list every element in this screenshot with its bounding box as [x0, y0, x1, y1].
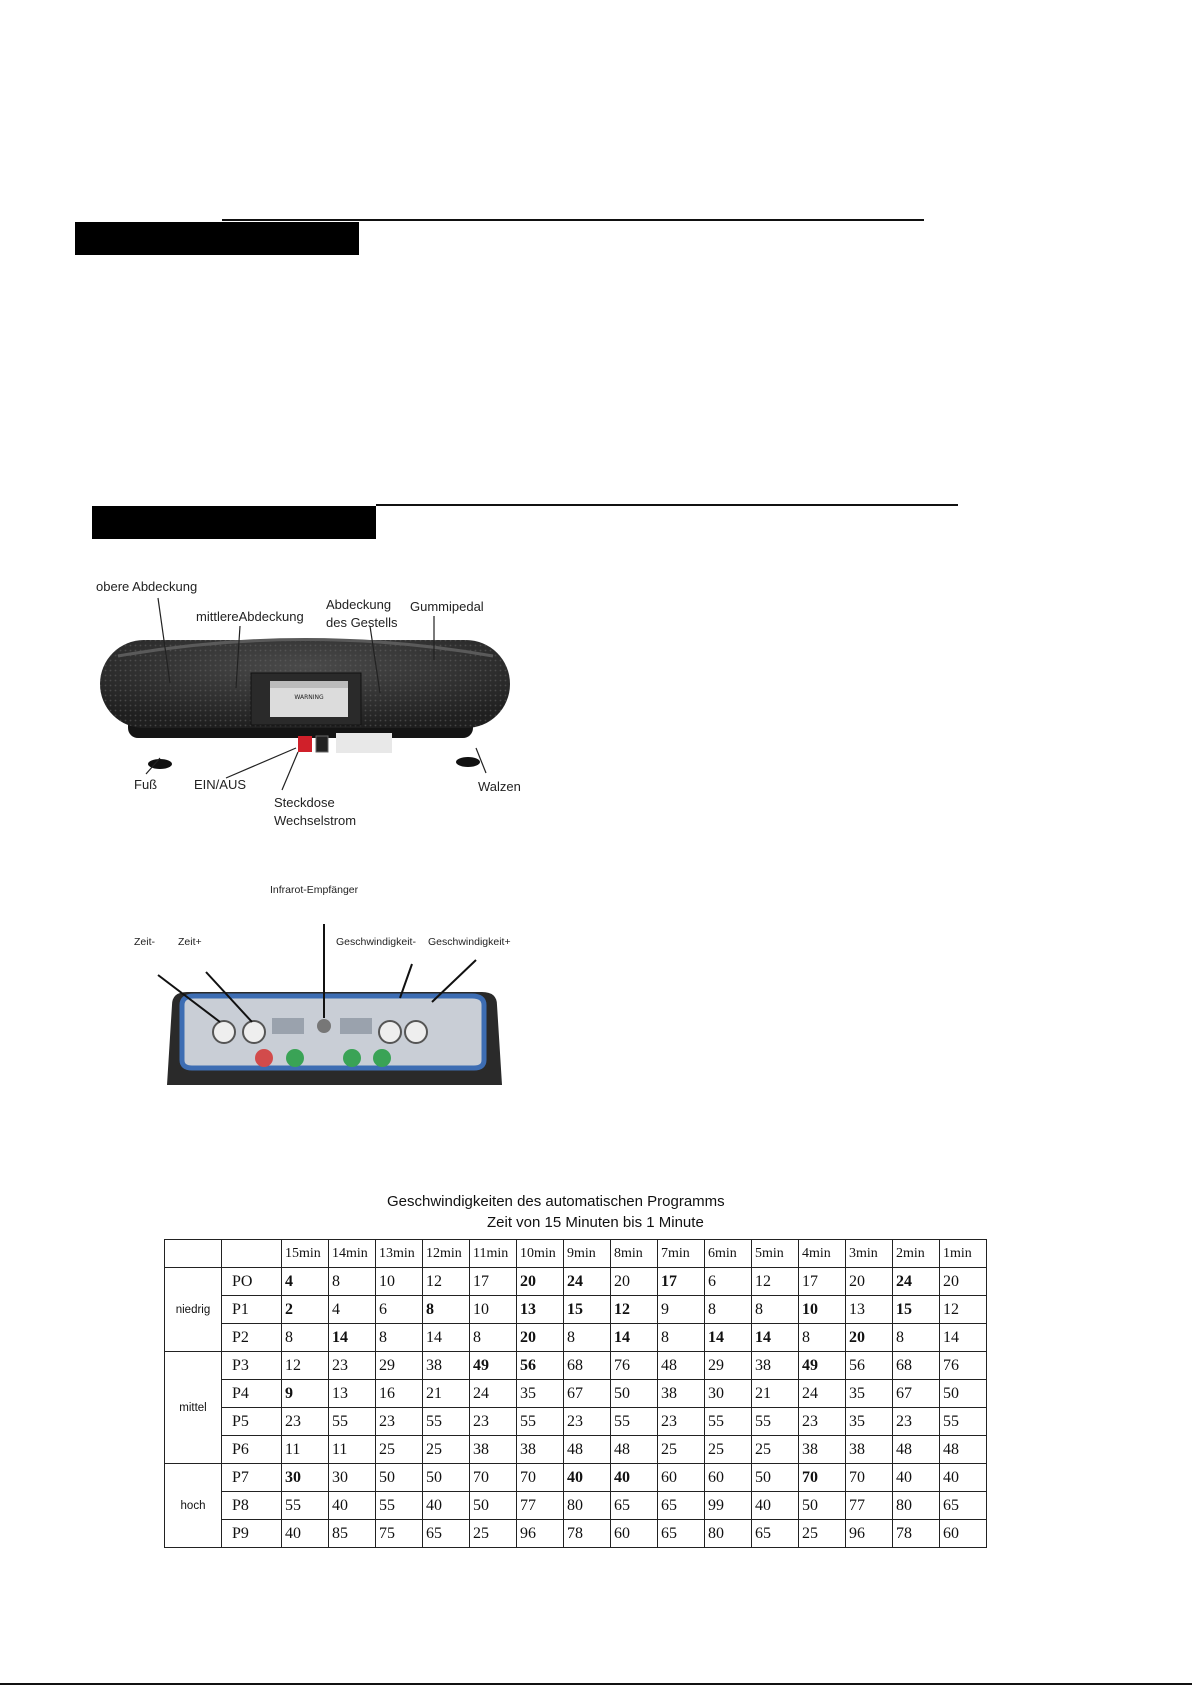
speed-value-cell: 13: [517, 1296, 564, 1324]
speed-value-cell: 40: [940, 1464, 987, 1492]
speed-value-cell: 14: [423, 1324, 470, 1352]
speed-value-cell: 17: [470, 1268, 517, 1296]
label-foot: Fuß: [134, 777, 158, 792]
speed-value-cell: 50: [470, 1492, 517, 1520]
table-row: [165, 1520, 987, 1548]
program-cell: P6: [222, 1436, 282, 1464]
speed-value-cell: 78: [893, 1520, 940, 1548]
speed-value-cell: 20: [846, 1324, 893, 1352]
speed-value-cell: 8: [658, 1324, 705, 1352]
speed-value-cell: 14: [705, 1324, 752, 1352]
speed-value-cell: 76: [611, 1352, 658, 1380]
section-rule-1: [222, 219, 924, 221]
speed-value-cell: 40: [329, 1492, 376, 1520]
speed-value-cell: 40: [423, 1492, 470, 1520]
speed-value-cell: 60: [658, 1464, 705, 1492]
speed-value-cell: 50: [940, 1380, 987, 1408]
speed-value-cell: 8: [423, 1296, 470, 1324]
speed-value-cell: 14: [329, 1324, 376, 1352]
speed-value-cell: 55: [752, 1408, 799, 1436]
speed-value-cell: 68: [564, 1352, 611, 1380]
speed-value-cell: 48: [564, 1436, 611, 1464]
speed-value-cell: 6: [376, 1296, 423, 1324]
speed-value-cell: 70: [517, 1464, 564, 1492]
speed-value-cell: 78: [564, 1520, 611, 1548]
speed-value-cell: 65: [611, 1492, 658, 1520]
speed-value-cell: 55: [376, 1492, 423, 1520]
speed-value-cell: 65: [752, 1520, 799, 1548]
intensity-level-cell: hoch: [165, 1464, 222, 1548]
label-middle-cover: mittlereAbdeckung: [196, 609, 304, 624]
speed-value-cell: 9: [282, 1380, 329, 1408]
table-subtitle: Zeit von 15 Minuten bis 1 Minute: [487, 1214, 704, 1231]
warning-text: WARNING: [294, 694, 324, 701]
label-frame-cover: Abdeckung: [326, 597, 392, 612]
control-panel-illustration: [112, 880, 532, 1090]
speed-value-cell: 25: [376, 1436, 423, 1464]
speed-value-cell: 55: [611, 1408, 658, 1436]
speed-value-cell: 48: [893, 1436, 940, 1464]
speed-value-cell: 77: [846, 1492, 893, 1520]
speed-value-cell: 30: [329, 1464, 376, 1492]
speed-value-cell: 23: [376, 1408, 423, 1436]
section-heading-bar-2: [92, 506, 376, 539]
speed-value-cell: 14: [611, 1324, 658, 1352]
speed-value-cell: 20: [517, 1324, 564, 1352]
speed-value-cell: 70: [470, 1464, 517, 1492]
speed-value-cell: 60: [705, 1464, 752, 1492]
page-bottom-rule: [0, 1683, 1192, 1685]
speed-value-cell: 65: [658, 1492, 705, 1520]
table-row: [165, 1380, 987, 1408]
speed-value-cell: 12: [752, 1268, 799, 1296]
speed-value-cell: 55: [517, 1408, 564, 1436]
speed-value-cell: 30: [282, 1464, 329, 1492]
speed-value-cell: 48: [658, 1352, 705, 1380]
table-title: Geschwindigkeiten des automatischen Programms: [387, 1193, 725, 1210]
speed-value-cell: 23: [893, 1408, 940, 1436]
speed-value-cell: 24: [470, 1380, 517, 1408]
speed-value-cell: 55: [940, 1408, 987, 1436]
speed-value-cell: 20: [517, 1268, 564, 1296]
speed-value-cell: 25: [799, 1520, 846, 1548]
speed-value-cell: 96: [517, 1520, 564, 1548]
label-infrared-receiver: Infrarot-Empfänger: [270, 884, 359, 896]
speed-value-cell: 35: [846, 1408, 893, 1436]
speed-value-cell: 25: [423, 1436, 470, 1464]
label-top-cover: obere Abdeckung: [96, 579, 198, 594]
column-header: 7min: [658, 1240, 705, 1268]
speed-value-cell: 76: [940, 1352, 987, 1380]
speed-value-cell: 21: [752, 1380, 799, 1408]
speed-value-cell: 14: [940, 1324, 987, 1352]
label-socket: Steckdose: [274, 795, 335, 810]
speed-value-cell: 67: [564, 1380, 611, 1408]
speed-value-cell: 12: [611, 1296, 658, 1324]
speed-value-cell: 20: [940, 1268, 987, 1296]
label-speed-minus: Geschwindigkeit-: [336, 936, 416, 948]
intensity-level-cell: niedrig: [165, 1268, 222, 1352]
speed-value-cell: 8: [705, 1296, 752, 1324]
speed-value-cell: 80: [893, 1492, 940, 1520]
column-header: 3min: [846, 1240, 893, 1268]
intensity-level-cell: mittel: [165, 1352, 222, 1464]
speed-value-cell: 15: [564, 1296, 611, 1324]
speed-value-cell: 77: [517, 1492, 564, 1520]
label-socket-2: Wechselstrom: [274, 813, 357, 828]
speed-value-cell: 38: [752, 1352, 799, 1380]
table-row: [165, 1296, 987, 1324]
speed-value-cell: 70: [846, 1464, 893, 1492]
speed-value-cell: 38: [423, 1352, 470, 1380]
label-rollers: Walzen: [478, 779, 521, 794]
speed-value-cell: 6: [705, 1268, 752, 1296]
program-cell: P4: [222, 1380, 282, 1408]
speed-value-cell: 10: [799, 1296, 846, 1324]
speed-value-cell: 35: [846, 1380, 893, 1408]
speed-value-cell: 38: [799, 1436, 846, 1464]
speed-value-cell: 50: [611, 1380, 658, 1408]
speed-value-cell: 8: [470, 1324, 517, 1352]
speed-value-cell: 25: [658, 1436, 705, 1464]
speed-value-cell: 12: [423, 1268, 470, 1296]
speed-value-cell: 55: [705, 1408, 752, 1436]
speed-value-cell: 21: [423, 1380, 470, 1408]
label-rubber-pedal: Gummipedal: [410, 599, 484, 614]
control-panel-diagram: [112, 880, 532, 1090]
speed-value-cell: 38: [658, 1380, 705, 1408]
speed-value-cell: 10: [470, 1296, 517, 1324]
label-speed-plus: Geschwindigkeit+: [428, 936, 511, 948]
speed-value-cell: 8: [282, 1324, 329, 1352]
speed-value-cell: 2: [282, 1296, 329, 1324]
speed-value-cell: 50: [799, 1492, 846, 1520]
program-cell: P9: [222, 1520, 282, 1548]
speed-value-cell: 11: [282, 1436, 329, 1464]
speed-value-cell: 8: [329, 1268, 376, 1296]
speed-value-cell: 23: [658, 1408, 705, 1436]
speed-value-cell: 85: [329, 1520, 376, 1548]
speed-value-cell: 20: [846, 1268, 893, 1296]
speed-value-cell: 8: [752, 1296, 799, 1324]
column-header: 5min: [752, 1240, 799, 1268]
speed-value-cell: 60: [611, 1520, 658, 1548]
speed-value-cell: 35: [517, 1380, 564, 1408]
speed-value-cell: 65: [423, 1520, 470, 1548]
table-row: [165, 1352, 987, 1380]
speed-value-cell: 50: [752, 1464, 799, 1492]
speed-value-cell: 8: [564, 1324, 611, 1352]
speed-value-cell: 40: [611, 1464, 658, 1492]
program-cell: P1: [222, 1296, 282, 1324]
speed-value-cell: 13: [846, 1296, 893, 1324]
speed-value-cell: 55: [282, 1492, 329, 1520]
speed-value-cell: 29: [705, 1352, 752, 1380]
speed-value-cell: 23: [282, 1408, 329, 1436]
speed-value-cell: 25: [470, 1520, 517, 1548]
table-row: [165, 1464, 987, 1492]
speed-value-cell: 75: [376, 1520, 423, 1548]
speed-value-cell: 50: [376, 1464, 423, 1492]
speed-value-cell: 20: [611, 1268, 658, 1296]
speed-value-cell: 96: [846, 1520, 893, 1548]
speed-value-cell: 40: [282, 1520, 329, 1548]
speed-value-cell: 68: [893, 1352, 940, 1380]
column-header: 14min: [329, 1240, 376, 1268]
speed-value-cell: 14: [752, 1324, 799, 1352]
speed-value-cell: 15: [893, 1296, 940, 1324]
speed-value-cell: 48: [940, 1436, 987, 1464]
speed-value-cell: 80: [705, 1520, 752, 1548]
column-header: 4min: [799, 1240, 846, 1268]
speed-value-cell: 40: [752, 1492, 799, 1520]
speed-value-cell: 38: [846, 1436, 893, 1464]
program-cell: P2: [222, 1324, 282, 1352]
label-on-off: EIN/AUS: [194, 777, 247, 792]
speed-value-cell: 49: [799, 1352, 846, 1380]
header-empty: [165, 1240, 222, 1268]
speed-value-cell: 55: [423, 1408, 470, 1436]
table-header-row: [165, 1240, 987, 1268]
column-header: 13min: [376, 1240, 423, 1268]
program-cell: P7: [222, 1464, 282, 1492]
table-row: [165, 1436, 987, 1464]
speed-value-cell: 8: [376, 1324, 423, 1352]
program-cell: P3: [222, 1352, 282, 1380]
speed-value-cell: 4: [282, 1268, 329, 1296]
speed-value-cell: 13: [329, 1380, 376, 1408]
section-rule-2: [376, 504, 958, 506]
table-row: [165, 1268, 987, 1296]
speed-value-cell: 17: [799, 1268, 846, 1296]
program-cell: P5: [222, 1408, 282, 1436]
table-row: [165, 1492, 987, 1520]
table-row: [165, 1324, 987, 1352]
speed-value-cell: 49: [470, 1352, 517, 1380]
program-cell: P8: [222, 1492, 282, 1520]
column-header: 6min: [705, 1240, 752, 1268]
speed-value-cell: 65: [658, 1520, 705, 1548]
label-time-minus: Zeit-: [134, 936, 155, 948]
speed-value-cell: 8: [799, 1324, 846, 1352]
speed-value-cell: 29: [376, 1352, 423, 1380]
column-header: 9min: [564, 1240, 611, 1268]
speed-value-cell: 16: [376, 1380, 423, 1408]
speed-value-cell: 17: [658, 1268, 705, 1296]
speed-value-cell: 50: [423, 1464, 470, 1492]
speed-value-cell: 8: [893, 1324, 940, 1352]
header-empty: [222, 1240, 282, 1268]
speed-value-cell: 24: [893, 1268, 940, 1296]
column-header: 10min: [517, 1240, 564, 1268]
column-header: 8min: [611, 1240, 658, 1268]
speed-value-cell: 80: [564, 1492, 611, 1520]
device-diagram: [88, 578, 528, 834]
speed-value-cell: 23: [564, 1408, 611, 1436]
speed-value-cell: 99: [705, 1492, 752, 1520]
speed-value-cell: 25: [705, 1436, 752, 1464]
speed-value-cell: 9: [658, 1296, 705, 1324]
label-frame-cover-2: des Gestells: [326, 615, 398, 630]
speed-value-cell: 24: [564, 1268, 611, 1296]
speed-value-cell: 12: [282, 1352, 329, 1380]
speed-value-cell: 60: [940, 1520, 987, 1548]
speed-value-cell: 4: [329, 1296, 376, 1324]
speed-value-cell: 70: [799, 1464, 846, 1492]
speed-value-cell: 40: [893, 1464, 940, 1492]
speed-value-cell: 23: [329, 1352, 376, 1380]
speed-value-cell: 25: [752, 1436, 799, 1464]
speed-value-cell: 38: [517, 1436, 564, 1464]
speed-value-cell: 12: [940, 1296, 987, 1324]
speed-value-cell: 38: [470, 1436, 517, 1464]
column-header: 15min: [282, 1240, 329, 1268]
speed-value-cell: 56: [846, 1352, 893, 1380]
label-time-plus: Zeit+: [178, 936, 202, 948]
column-header: 11min: [470, 1240, 517, 1268]
speed-value-cell: 67: [893, 1380, 940, 1408]
table-row: [165, 1408, 987, 1436]
column-header: 2min: [893, 1240, 940, 1268]
speed-table: [164, 1239, 987, 1548]
speed-value-cell: 65: [940, 1492, 987, 1520]
speed-value-cell: 11: [329, 1436, 376, 1464]
section-heading-bar-1: [75, 222, 359, 255]
speed-value-cell: 10: [376, 1268, 423, 1296]
speed-value-cell: 48: [611, 1436, 658, 1464]
speed-value-cell: 40: [564, 1464, 611, 1492]
speed-value-cell: 55: [329, 1408, 376, 1436]
speed-value-cell: 23: [799, 1408, 846, 1436]
column-header: 1min: [940, 1240, 987, 1268]
program-cell: PO: [222, 1268, 282, 1296]
column-header: 12min: [423, 1240, 470, 1268]
speed-value-cell: 56: [517, 1352, 564, 1380]
speed-value-cell: 24: [799, 1380, 846, 1408]
speed-value-cell: 30: [705, 1380, 752, 1408]
speed-value-cell: 23: [470, 1408, 517, 1436]
